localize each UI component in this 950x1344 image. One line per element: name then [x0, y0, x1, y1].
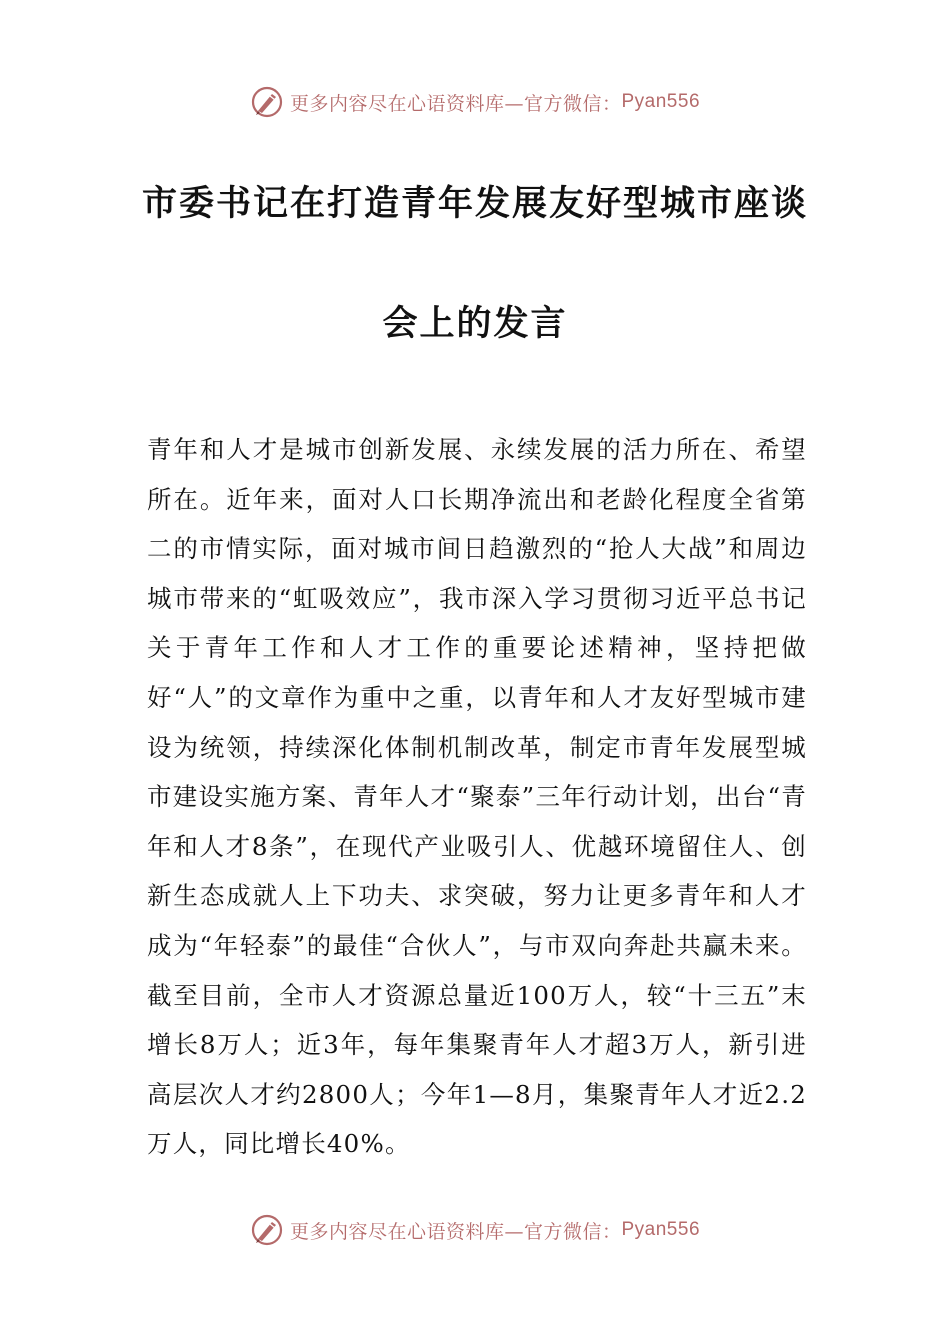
- watermark-wechat-id: Pyan556: [621, 91, 701, 112]
- watermark-header: [0, 80, 950, 124]
- pen-logo-icon: [250, 1213, 284, 1247]
- document-title-line-1: 市委书记在打造青年发展友好型城市座谈: [141, 183, 808, 224]
- watermark-text: 更多内容尽在心语资料库—官方微信：: [289, 92, 622, 115]
- document-title-line-2: 会上的发言: [382, 303, 568, 344]
- watermark-footer: [0, 1208, 950, 1252]
- watermark-wechat-id: Pyan556: [621, 1219, 701, 1240]
- watermark-text: 更多内容尽在心语资料库—官方微信：: [289, 1220, 622, 1243]
- body-paragraph: 青年和人才是城市创新发展、永续发展的活力所在、希望所在。近年来，面对人口长期净流出和老龄化程度全省第二的市情实际，面对城市间日趋激烈的“抢人大战”和周边城市带来的“虹吸效应”，我市深入学习贯彻习近平总书记关于青年工作和人才工作的重要论述精神，坚持把做好“人”的文章作为重中之重，以青年和人才友好型城市建设为统领，持续深化体制机制改革，制定市青年发展型城市建设实施方案、青年人才“聚泰”三年行动计划，出台“青年和人才8条”，在现代产业吸引人、优越环境留住人、创新生态成就人上下功夫、求突破，努力让更多青年和人才成为“年轻泰”的最佳“合伙人”，与市双向奔赴共赢未来。截至目前，全市人才资源总量近100万人，较“十三五”末增长8万人；近3年，每年集聚青年人才超3万人，新引进高层次人才约2800人；今年1—8月，集聚青年人才近2.2万人，同比增长40%。: [147, 435, 807, 1159]
- pen-logo-icon: [250, 85, 284, 119]
